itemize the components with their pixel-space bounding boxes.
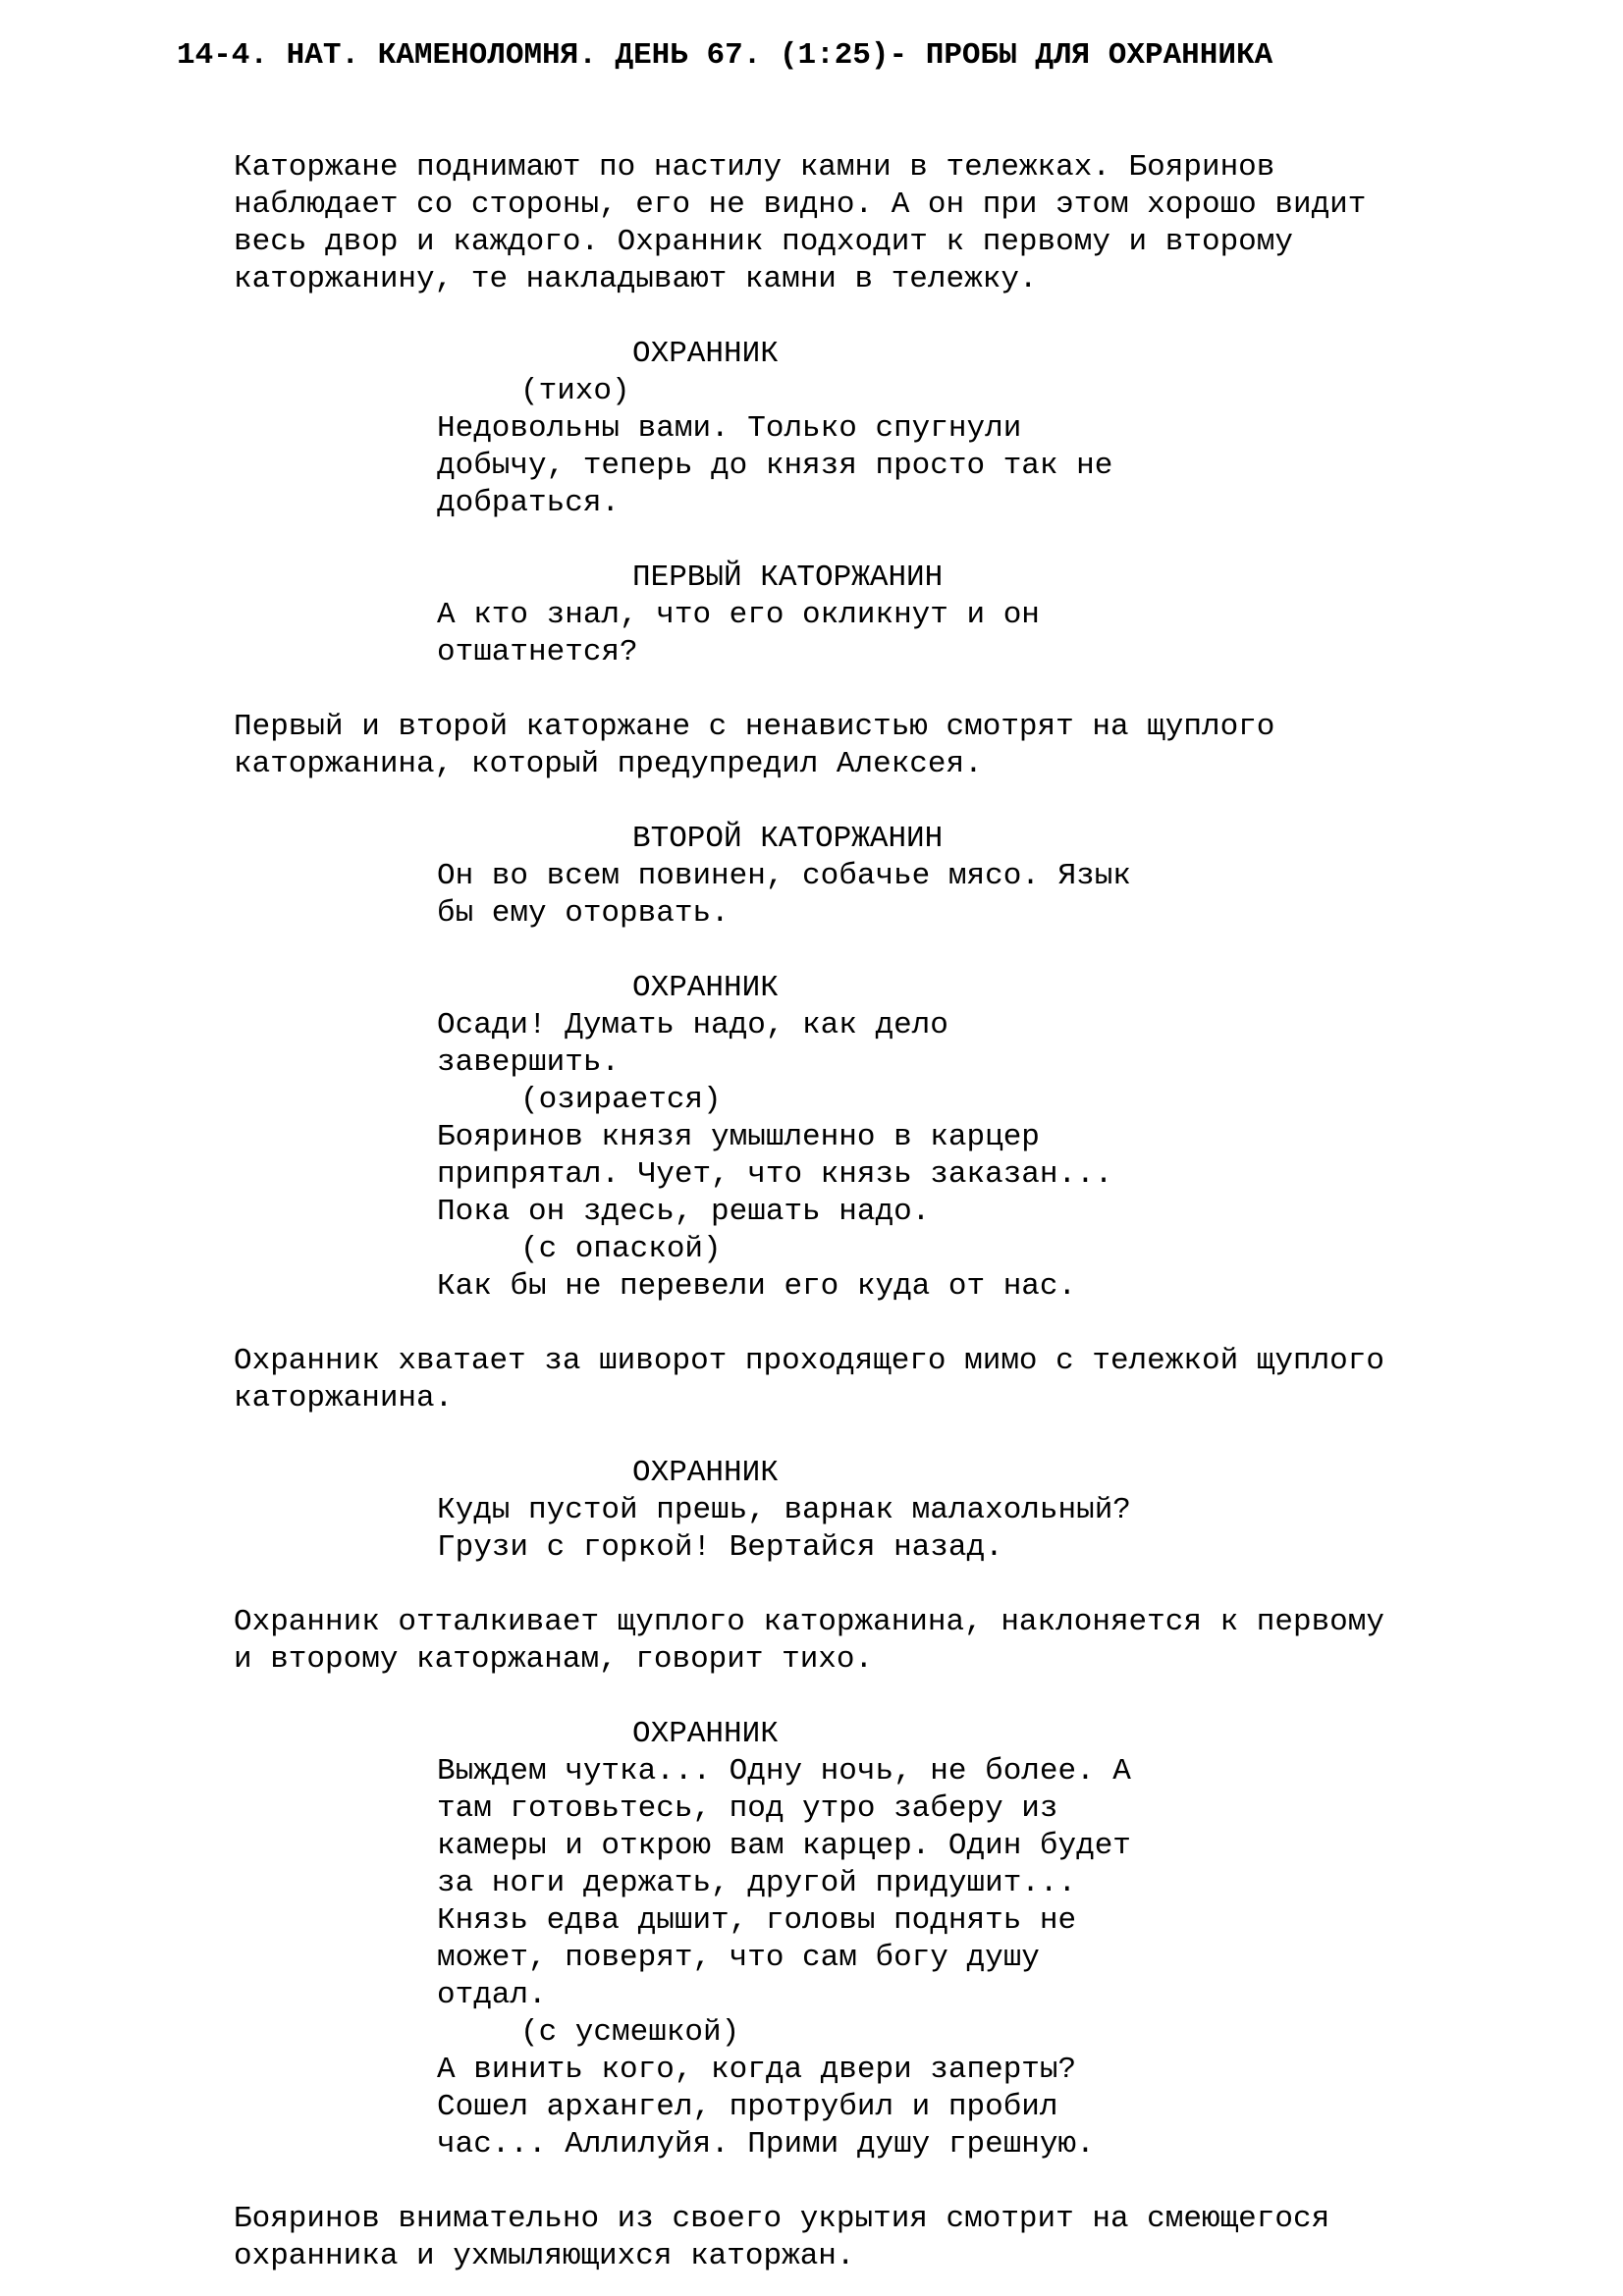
dialogue-line: отшатнется? [437,635,638,669]
dialogue-block [437,1492,1131,1567]
paren-block [520,373,630,410]
character-block [632,1455,779,1492]
paren-block [520,2014,739,2052]
action-line: каторжанину, те накладывают камни в тележку. [234,262,1038,296]
action-block [234,1604,1384,1679]
dialogue-line: Осади! Думать надо, как дело [437,1008,948,1042]
dialogue-line: камеры и открою вам карцер. Один будет [437,1829,1131,1863]
dialogue-line: Пока он здесь, решать надо. [437,1195,931,1229]
action-line: каторжанина. [234,1381,454,1415]
paren-line: (с опаской) [520,1232,722,1266]
action-line: наблюдает со стороны, его не видно. А он при этом хорошо видит [234,187,1367,222]
dialogue-line: бы ему оторвать. [437,896,730,931]
action-line: Каторжане поднимают по настилу камни в тележках. Бояринов [234,150,1275,185]
dialogue-block [437,1753,1131,2014]
action-block [234,1343,1384,1417]
dialogue-line: час... Аллилуйя. Прими душу грешную. [437,2127,1095,2162]
dialogue-line: припрятал. Чует, что князь заказан... [437,1157,1113,1192]
dialogue-line: за ноги держать, другой придушит... [437,1866,1077,1900]
dialogue-block [437,2052,1095,2163]
dialogue-block [437,1007,948,1082]
dialogue-block [437,410,1112,522]
action-line: Бояринов внимательно из своего укрытия смотрит на смеющегося [234,2202,1330,2236]
character-line: ПЕРВЫЙ КАТОРЖАНИН [632,561,944,595]
paren-line: (тихо) [520,374,630,408]
character-block [632,560,943,597]
dialogue-line: Он во всем повинен, собачье мясо. Язык [437,859,1131,893]
character-line: ОХРАННИК [632,1456,779,1490]
paren-block [520,1231,722,1268]
dialogue-line: Куды пустой прешь, варнак малахольный? [437,1493,1131,1527]
paren-line: (с усмешкой) [520,2015,740,2050]
action-block [234,2201,1329,2275]
dialogue-line: Бояринов князя умышленно в карцер [437,1120,1040,1154]
dialogue-block [437,1119,1112,1231]
dialogue-line: завершить. [437,1045,621,1080]
dialogue-line: А винить кого, когда двери заперты? [437,2053,1077,2087]
dialogue-line: Князь едва дышит, головы поднять не [437,1903,1077,1938]
dialogue-line: добычу, теперь до князя просто так не [437,449,1113,483]
character-block [632,1716,779,1753]
action-line: каторжанина, который предупредил Алексея. [234,747,983,781]
action-line: Охранник хватает за шиворот проходящего мимо с тележкой щуплого [234,1344,1384,1378]
scene-heading: 14-4. НАТ. КАМЕНОЛОМНЯ. ДЕНЬ 67. (1:25)- ПРОБЫ ДЛЯ ОХРАННИКА [177,38,1273,73]
dialogue-line: Как бы не перевели его куда от нас. [437,1269,1077,1304]
dialogue-block [437,597,1040,671]
character-line: ВТОРОЙ КАТОРЖАНИН [632,822,944,856]
dialogue-line: Выждем чутка... Одну ночь, не более. А [437,1754,1131,1789]
dialogue-line: добраться. [437,486,621,520]
character-block [632,821,943,858]
action-line: Охранник отталкивает щуплого каторжанина, наклоняется к первому [234,1605,1384,1639]
action-line: и второму каторжанам, говорит тихо. [234,1642,874,1677]
dialogue-line: Недовольны вами. Только спугнули [437,411,1022,446]
character-line: ОХРАННИК [632,337,779,371]
paren-block [520,1082,722,1119]
dialogue-line: может, поверят, что сам богу душу [437,1941,1040,1975]
dialogue-line: Грузи с горкой! Вертайся назад. [437,1530,1003,1565]
action-line: Первый и второй каторжане с ненавистью смотрят на щуплого [234,710,1275,744]
action-block [234,709,1274,783]
character-line: ОХРАННИК [632,971,779,1005]
dialogue-block [437,1268,1076,1306]
character-line: ОХРАННИК [632,1717,779,1751]
dialogue-block [437,858,1131,933]
character-block [632,336,779,373]
paren-line: (озирается) [520,1083,722,1117]
action-line: охранника и ухмыляющихся каторжан. [234,2239,855,2273]
dialogue-line: отдал. [437,1978,547,2012]
dialogue-line: А кто знал, что его окликнут и он [437,598,1040,632]
action-line: весь двор и каждого. Охранник подходит к первому и второму [234,225,1293,259]
dialogue-line: Сошел архангел, протрубил и пробил [437,2090,1058,2124]
dialogue-line: там готовьтесь, под утро заберу из [437,1791,1058,1826]
action-block [234,149,1366,298]
character-block [632,970,779,1007]
